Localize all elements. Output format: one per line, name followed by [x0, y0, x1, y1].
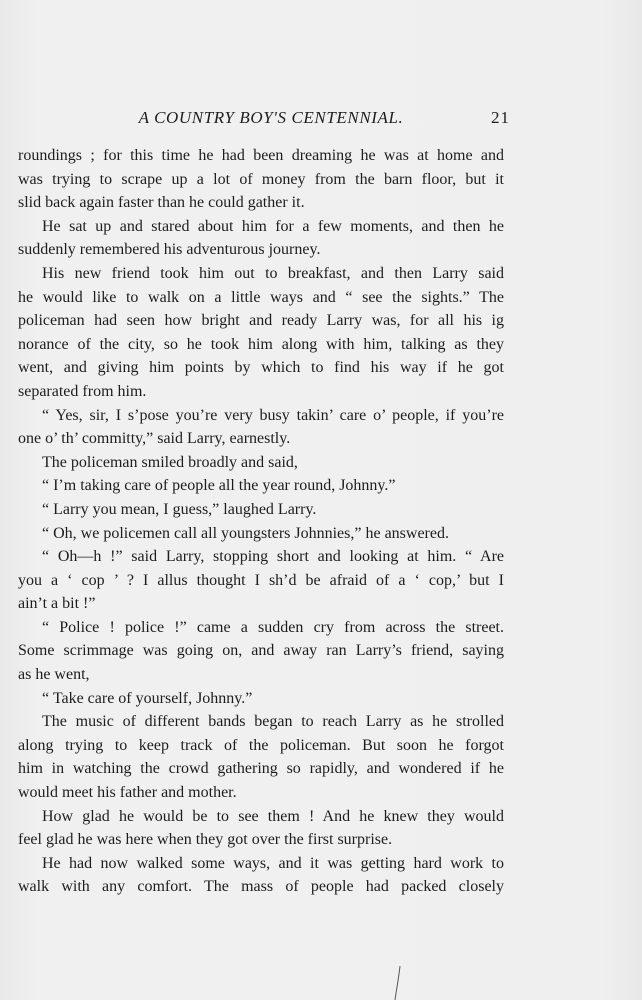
- text-line: one o’ th’ committy,” said Larry, earnestly.: [18, 430, 291, 448]
- text-line: along trying to keep track of the policeman. But soon he forgot: [18, 736, 504, 754]
- text-line: “ Oh, we policemen call all youngsters Johnnies,” he answered.: [42, 524, 449, 542]
- text-line: norance of the city, so he took him along with him, talking as they: [18, 335, 504, 353]
- text-line: Some scrimmage was going on, and away ran Larry’s friend, saying: [18, 642, 504, 660]
- text-line: feel glad he was here when they got over the first surprise.: [18, 831, 393, 849]
- scan-mark: [393, 966, 403, 1000]
- text-line: His new friend took him out to breakfast, and then Larry said: [42, 264, 504, 282]
- text-line: slid back again faster than he could gather it.: [18, 194, 305, 212]
- text-line: How glad he would be to see them ! And he knew they would: [42, 807, 504, 825]
- text-line: as he went,: [18, 666, 90, 684]
- text-line: he would like to walk on a little ways and “ see the sights.” The: [18, 288, 504, 306]
- text-line: “ Larry you mean, I guess,” laughed Larry.: [42, 500, 317, 518]
- text-line: suddenly remembered his adventurous journey.: [18, 241, 321, 259]
- text-line: walk with any comfort. The mass of people had packed closely: [18, 878, 504, 896]
- text-line: “ Yes, sir, I s’pose you’re very busy takin’ care o’ people, if you’re: [42, 406, 504, 424]
- text-line: roundings ; for this time he had been dreaming he was at home and: [18, 147, 504, 164]
- text-line: you a ‘ cop ’ ? I allus thought I sh’d be afraid of a ‘ cop,’ but I: [18, 571, 504, 589]
- text-line: went, and giving him points by which to find his way if he got: [18, 359, 504, 377]
- text-line: The policeman smiled broadly and said,: [42, 453, 298, 471]
- body-text: [18, 144, 504, 899]
- text-line: would meet his father and mother.: [18, 784, 237, 802]
- running-title: A COUNTRY BOY'S CENTENNIAL.: [138, 108, 404, 127]
- text-line: him in watching the crowd gathering so rapidly, and wondered if he: [18, 760, 504, 778]
- text-line: separated from him.: [18, 382, 147, 400]
- text-line: “ Police ! police !” came a sudden cry from across the street.: [42, 618, 504, 636]
- page-header: [18, 108, 510, 136]
- text-line: The music of different bands began to reach Larry as he strolled: [42, 713, 504, 731]
- text-line: “ I’m taking care of people all the year round, Johnny.”: [42, 477, 396, 495]
- text-line: “ Take care of yourself, Johnny.”: [42, 689, 253, 707]
- text-line: policeman had seen how bright and ready Larry was, for all his ig: [18, 312, 504, 330]
- text-line: was trying to scrape up a lot of money from the barn floor, but it: [18, 170, 504, 188]
- text-line: “ Oh—h !” said Larry, stopping short and looking at him. “ Are: [42, 548, 504, 566]
- text-line: He had now walked some ways, and it was getting hard work to: [42, 854, 504, 872]
- text-line: He sat up and stared about him for a few moments, and then he: [42, 217, 504, 235]
- text-line: ain’t a bit !”: [18, 595, 96, 613]
- page-number: 21: [491, 108, 510, 127]
